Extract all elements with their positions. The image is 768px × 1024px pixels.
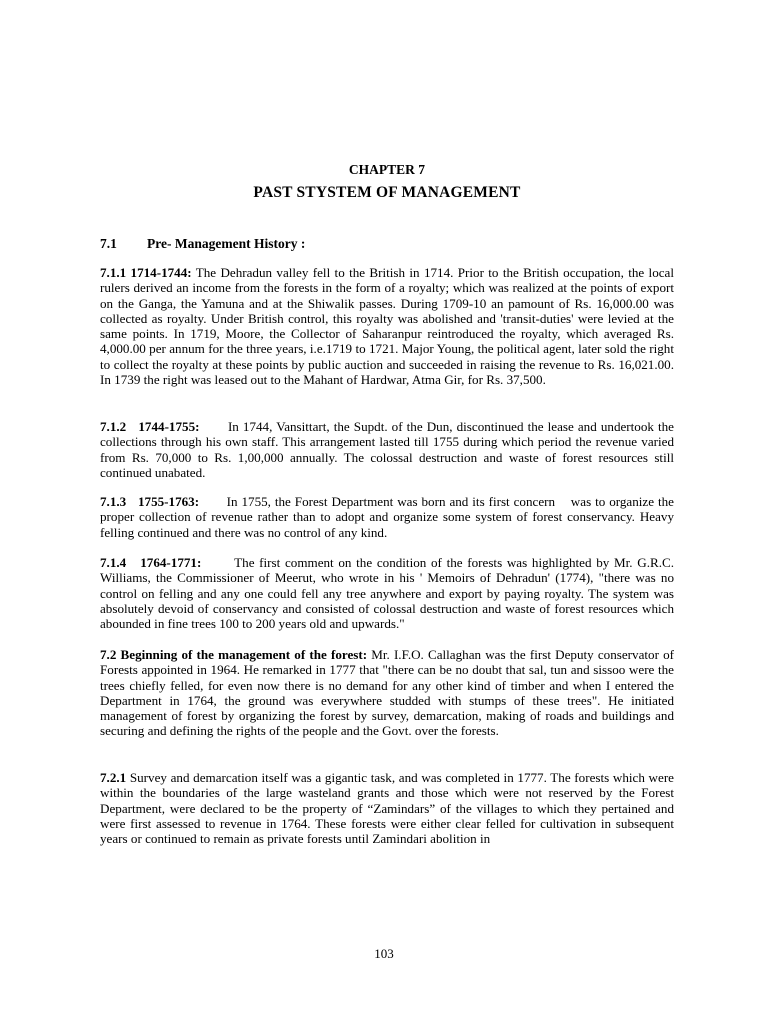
paragraph-label: 7.2.1 — [100, 770, 127, 785]
paragraph-label: 7.1.2 1744-1755: — [100, 419, 200, 434]
paragraph-7-1-4 — [100, 555, 674, 631]
paragraph-text: In 1744, Vansittart, the Supdt. of the Dun, discontinued the lease and undertook the collections through his own staff. This arrangement lasted till 1755 during which period the revenue varied from Rs. 70,000 to Rs. 1,00,000 annually. The colossal destruction and waste of forest resources still continued unabated. — [100, 419, 674, 480]
paragraph-7-2 — [100, 647, 674, 739]
paragraph-7-1-2 — [100, 419, 674, 480]
chapter-title: PAST STYSTEM OF MANAGEMENT — [253, 184, 521, 201]
paragraph-text: The first comment on the condition of the forests was highlighted by Mr. G.R.C. Williams, the Commissioner of Meerut, who wrote in his ' Memoirs of Dehradun' (1774), "there was no control on felling and any one could fell any tree anywhere and export by paying royalty. The system was absolutely devoid of conservancy and consisted of colossal destruction and waste of forest resources which abounded in fine trees 100 to 200 years old and upwards." — [100, 555, 674, 632]
paragraph-label: 7.2 Beginning of the management of the forest: — [100, 647, 368, 662]
chapter-label: CHAPTER 7 — [348, 162, 426, 177]
section-number: 7.1 — [100, 236, 117, 251]
section-heading — [100, 236, 305, 252]
paragraph-7-2-1 — [100, 770, 674, 846]
paragraph-text: In 1755, the Forest Department was born and its first concern was to organize the proper collection of revenue rather than to adopt and organize some system of forest conservancy. Heavy felling continued and there was no control of any kind. — [100, 494, 674, 540]
paragraph-label: 7.1.4 1764-1771: — [100, 555, 202, 570]
paragraph-7-1-1 — [100, 265, 674, 387]
section-title: Pre- Management History : — [147, 236, 306, 251]
paragraph-text: Survey and demarcation itself was a gigantic task, and was completed in 1777. The forests which were within the boundaries of the large wasteland grants and those which were not reserved by the Forest Department, were declared to be the property of “Zamindars” of the villages to which they pertained and were first assessed to revenue in 1764. These forests were either clear felled for cultivation in subsequent years or continued to remain as private forests until Zamindari abolition in — [100, 770, 674, 847]
paragraph-text: Mr. I.F.O. Callaghan was the first Deputy conservator of Forests appointed in 1964. He remarked in 1777 that "there can be no doubt that sal, tun and sissoo were the trees chiefly felled, for even now there is no demand for any other kind of timber and when I entered the Department in 1764, the ground was everywhere studded with stumps of these trees". He initiated management of forest by organizing the forest by survey, demarcation, making of roads and buildings and securing and defining the rights of the people and the Govt. over the forests. — [100, 647, 674, 739]
page-number: 103 — [374, 946, 394, 961]
paragraph-label: 7.1.1 1714-1744: — [100, 265, 192, 280]
paragraph-label: 7.1.3 1755-1763: — [100, 494, 200, 509]
paragraph-7-1-3 — [100, 494, 674, 540]
paragraph-text: The Dehradun valley fell to the British in 1714. Prior to the British occupation, the local rulers derived an income from the forests in the form of a royalty; which was realized at the points of export on the Ganga, the Yamuna and at the Shiwalik passes. During 1709-10 an pamount of Rs. 16,000.00 was collected as royalty. Under British control, this royalty was abolished and 'transit-duties' were levied at the same points. In 1719, Moore, the Collector of Saharanpur reintroduced the royalty, which averaged Rs. 4,000.00 per annum for the three years, i.e.1719 to 1721. Major Young, the political agent, later sold the right to collect the royalty at these points by public auction and succeeded in raising the revenue to Rs. 16,021.00. In 1739 the right was leased out to the Mahant of Hardwar, Atma Gir, for Rs. 37,500. — [100, 265, 675, 388]
